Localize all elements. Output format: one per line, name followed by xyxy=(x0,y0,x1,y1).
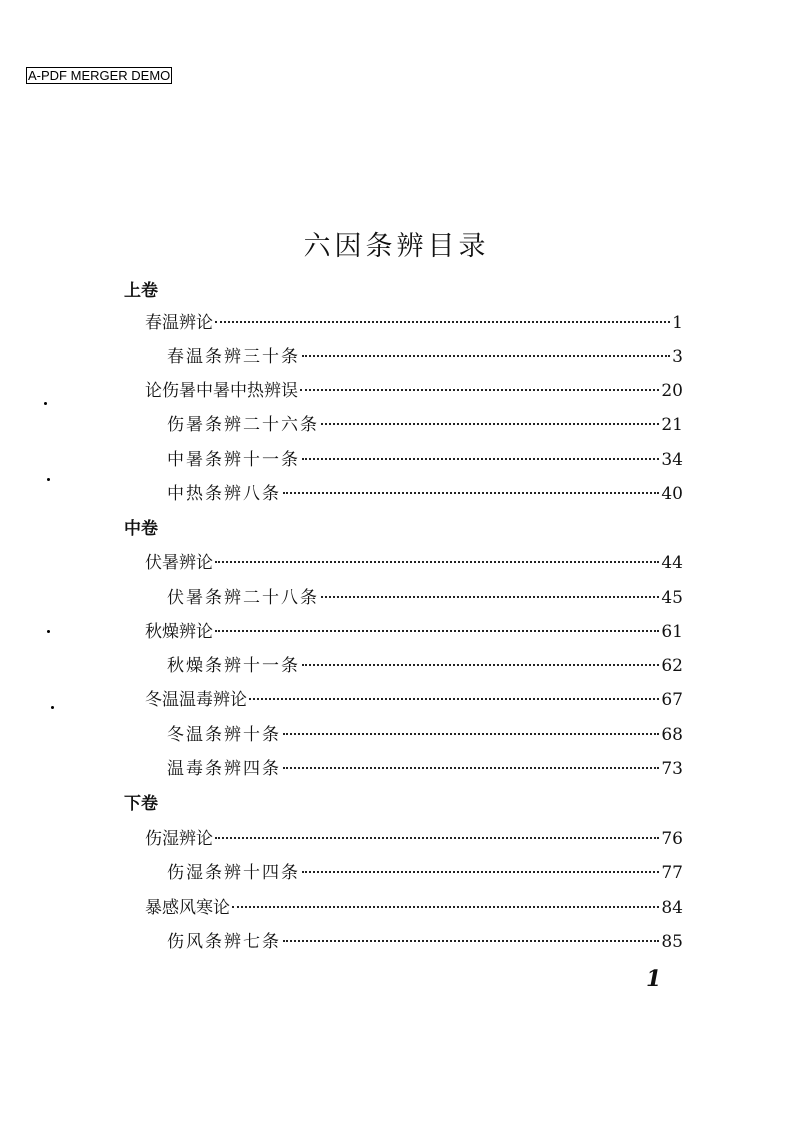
dot-leader xyxy=(321,596,659,598)
scan-speck xyxy=(47,478,50,481)
toc-entry-title: 伤湿条辨十四条 xyxy=(167,863,300,883)
toc-entry-title: 春温条辨三十条 xyxy=(167,347,300,367)
dot-leader xyxy=(215,561,659,563)
dot-leader xyxy=(283,767,659,769)
toc-entry-title: 中暑条辨十一条 xyxy=(167,450,300,470)
toc-entry-title: 冬温条辨十条 xyxy=(167,725,281,745)
volume-heading-1: 上卷 xyxy=(124,281,158,301)
toc-entry-page: 62 xyxy=(661,656,683,676)
dot-leader xyxy=(283,940,659,942)
scan-speck xyxy=(47,630,50,633)
toc-entry-page: 34 xyxy=(661,450,683,470)
toc-entry-title: 伤暑条辨二十六条 xyxy=(167,415,319,435)
dot-leader xyxy=(321,423,659,425)
toc-entry[interactable] xyxy=(145,896,683,920)
scan-speck xyxy=(51,706,54,709)
toc-entry[interactable] xyxy=(167,448,683,472)
dot-leader xyxy=(283,492,659,494)
toc-entry-title: 论伤暑中暑中热辨误 xyxy=(145,381,298,401)
toc-entry-title: 秋燥辨论 xyxy=(145,622,213,642)
toc-entry-title: 温毒条辨四条 xyxy=(167,759,281,779)
toc-entry[interactable] xyxy=(145,551,683,575)
dot-leader xyxy=(283,733,659,735)
toc-entry-page: 3 xyxy=(672,347,683,367)
toc-entry[interactable] xyxy=(145,379,683,403)
toc-entry-page: 76 xyxy=(661,829,683,849)
toc-entry-page: 67 xyxy=(661,690,683,710)
page-number: 1 xyxy=(646,966,662,992)
toc-entry-title: 冬温温毒辨论 xyxy=(145,690,247,710)
toc-entry[interactable] xyxy=(167,482,683,506)
dot-leader xyxy=(302,664,659,666)
toc-entry-page: 21 xyxy=(661,415,683,435)
toc-entry-title: 秋燥条辨十一条 xyxy=(167,656,300,676)
toc-entry-title: 中热条辨八条 xyxy=(167,484,281,504)
toc-entry[interactable] xyxy=(145,688,683,712)
toc-entry-page: 84 xyxy=(661,898,683,918)
toc-entry-title: 伏暑辨论 xyxy=(145,553,213,573)
toc-entry-page: 1 xyxy=(672,313,683,333)
toc-entry[interactable] xyxy=(145,311,683,335)
toc-entry-page: 77 xyxy=(661,863,683,883)
toc-entry[interactable] xyxy=(167,861,683,885)
toc-entry-page: 85 xyxy=(661,932,683,952)
toc-entry[interactable] xyxy=(167,413,683,437)
dot-leader xyxy=(302,458,659,460)
toc-entry-page: 40 xyxy=(661,484,683,504)
toc-entry-title: 伤湿辨论 xyxy=(145,829,213,849)
toc-entry-title: 伤风条辨七条 xyxy=(167,932,281,952)
toc-entry-title: 暴感风寒论 xyxy=(145,898,230,918)
dot-leader xyxy=(302,355,670,357)
toc-entry[interactable] xyxy=(145,620,683,644)
dot-leader xyxy=(232,906,659,908)
volume-heading-3: 下卷 xyxy=(124,794,158,814)
toc-entry[interactable] xyxy=(167,723,683,747)
toc-entry-page: 45 xyxy=(661,588,683,608)
toc-entry[interactable] xyxy=(167,345,683,369)
toc-entry[interactable] xyxy=(145,827,683,851)
toc-entry-page: 20 xyxy=(661,381,683,401)
dot-leader xyxy=(302,871,659,873)
toc-entry[interactable] xyxy=(167,654,683,678)
dot-leader xyxy=(300,389,659,391)
dot-leader xyxy=(215,630,659,632)
page-title: 六因条辨目录 xyxy=(303,231,490,263)
toc-entry[interactable] xyxy=(167,586,683,610)
toc-entry-title: 春温辨论 xyxy=(145,313,213,333)
toc-entry-page: 44 xyxy=(661,553,683,573)
toc-entry-page: 73 xyxy=(661,759,683,779)
dot-leader xyxy=(249,698,659,700)
toc-entry[interactable] xyxy=(167,930,683,954)
scan-speck xyxy=(44,402,47,405)
toc-entry-page: 61 xyxy=(661,622,683,642)
dot-leader xyxy=(215,837,659,839)
toc-entry-page: 68 xyxy=(661,725,683,745)
volume-heading-2: 中卷 xyxy=(124,519,158,539)
watermark-label: A-PDF MERGER DEMO xyxy=(28,68,171,83)
toc-entry-title: 伏暑条辨二十八条 xyxy=(167,588,319,608)
dot-leader xyxy=(215,321,670,323)
toc-entry[interactable] xyxy=(167,757,683,781)
